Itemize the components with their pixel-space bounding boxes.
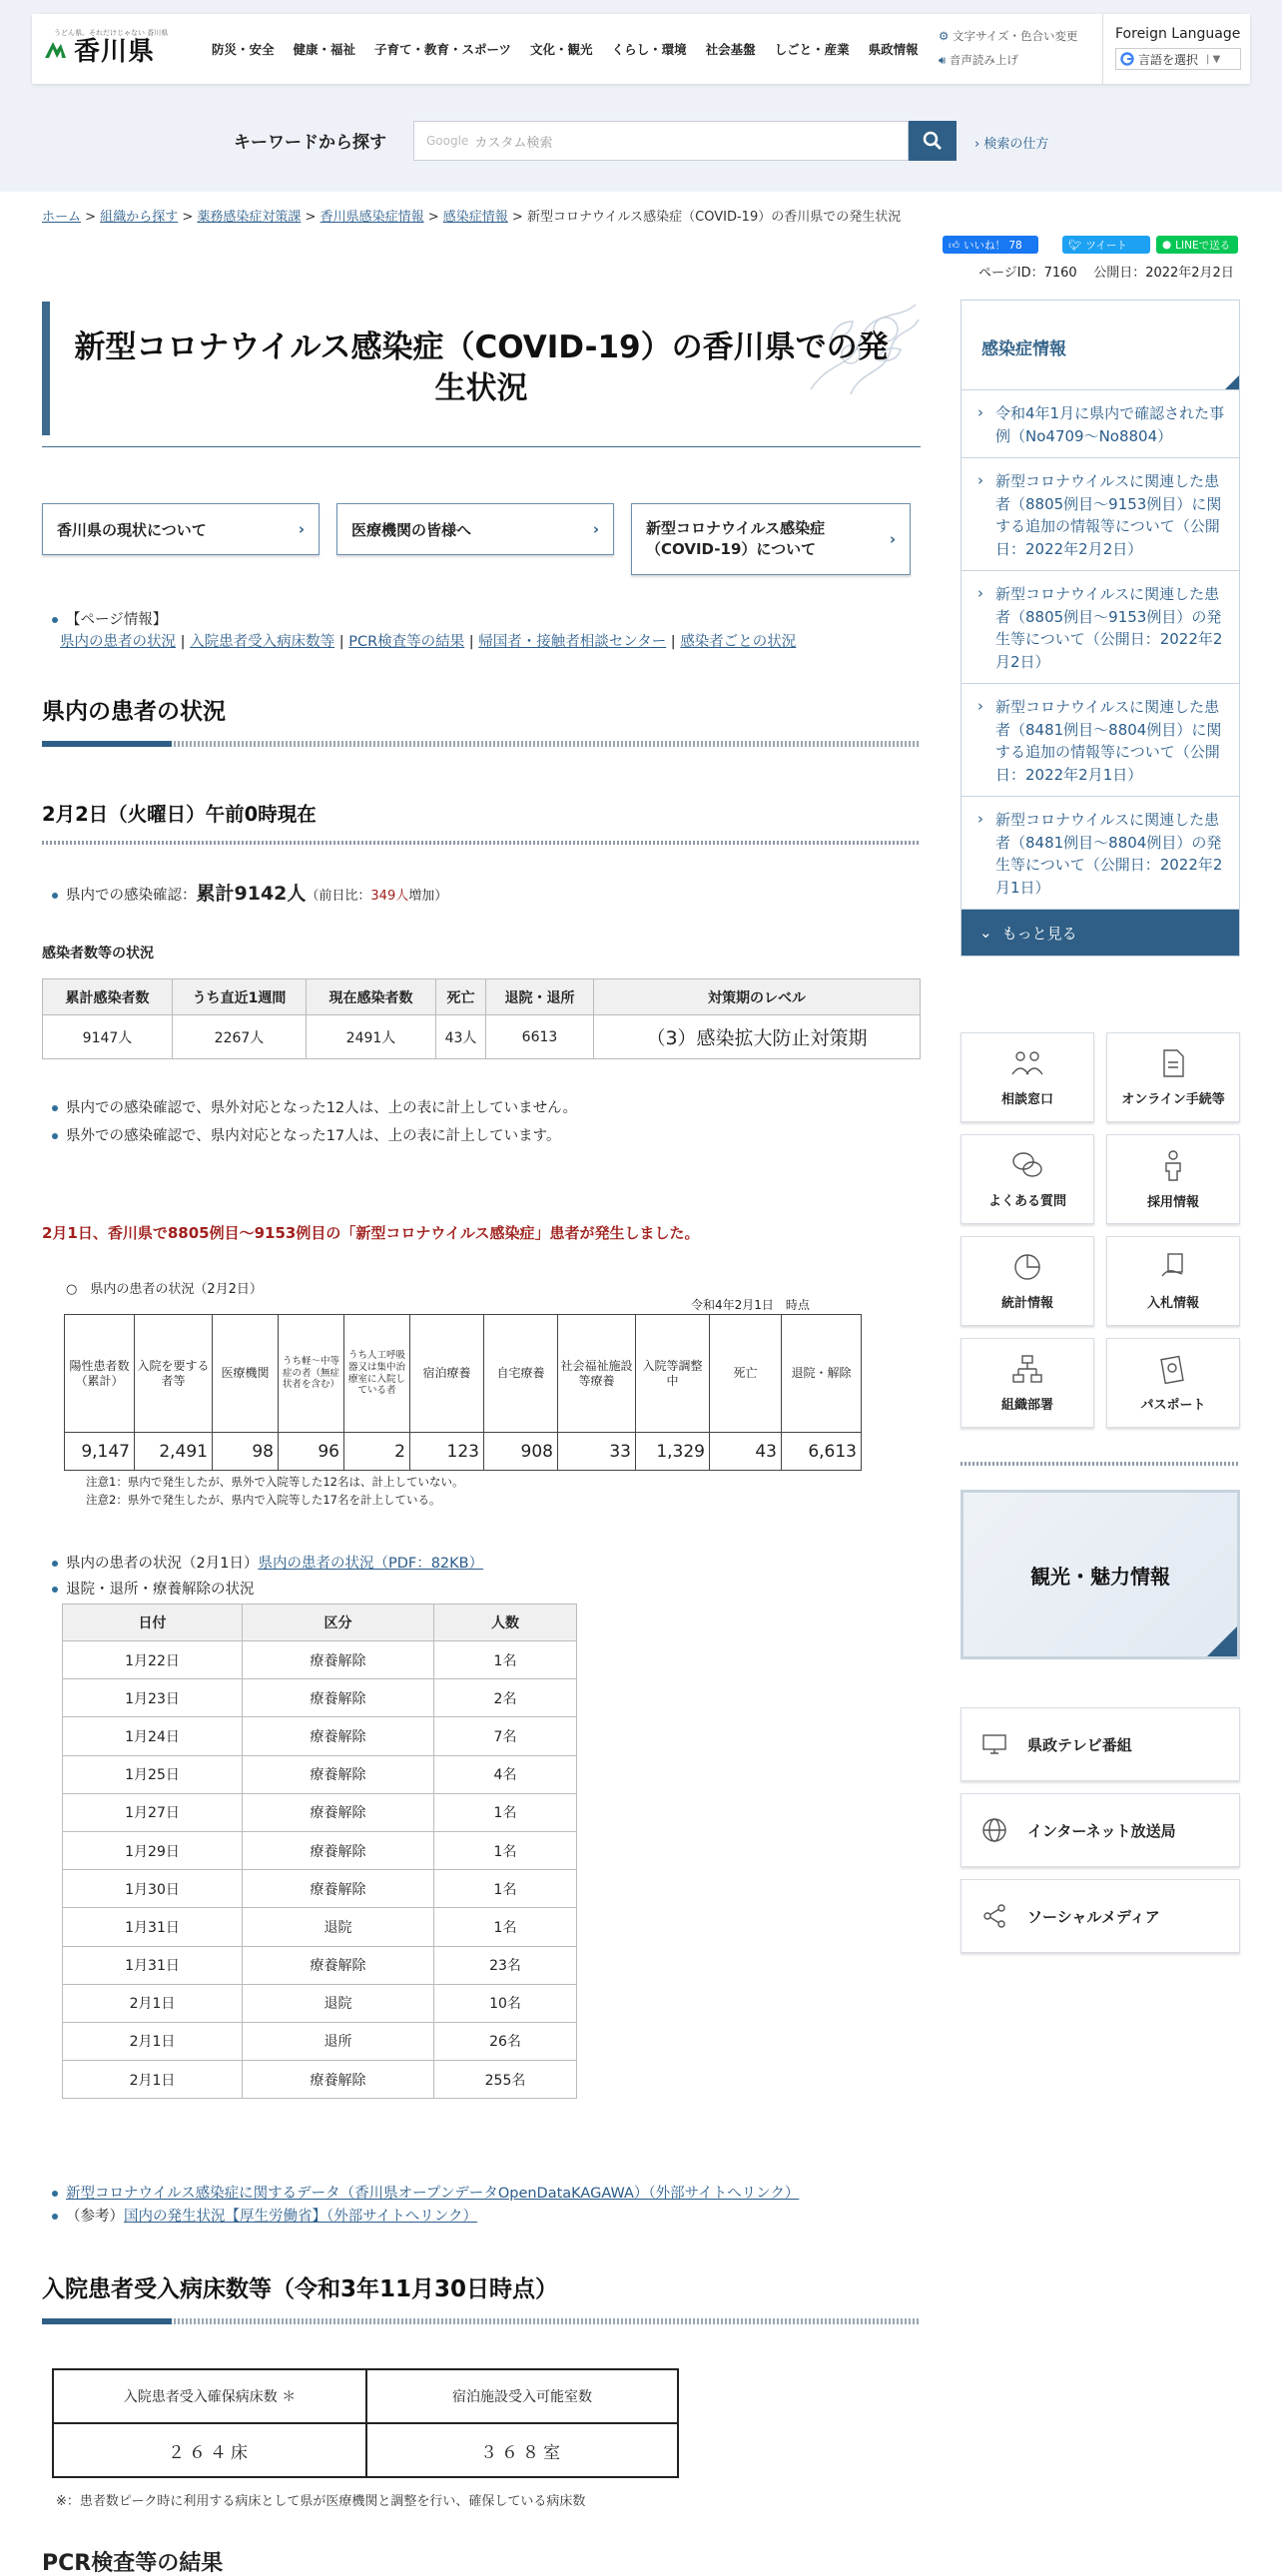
bullet-icon [52,1105,58,1111]
beds-value-hospital: ２６４床 [53,2423,366,2477]
discharge-table [62,1604,577,2099]
card-covid-about[interactable]: 新型コロナウイルス感染症（COVID-19）について › [631,503,911,575]
discharge-date: 2月1日 [63,2022,243,2060]
breadcrumb-current: 新型コロナウイルス感染症（COVID-19）の香川県での発生状況 [526,210,902,225]
it-h-need-admission: 入院を要する者等 [135,1315,213,1433]
discharge-date: 1月22日 [63,1641,243,1679]
nav-item-culture[interactable]: 文化・観光 [530,42,593,57]
speaker-icon: 🔊︎ [939,53,947,67]
bullet-icon [52,2191,58,2197]
font-size-link[interactable]: ⚙ 文字サイズ・色合い変更 [939,29,1078,43]
discharge-category: 退所 [243,2022,434,2060]
page-info-label: 【ページ情報】 [66,612,168,628]
search-help-link[interactable]: › 検索の仕方 [974,137,1049,152]
card-kagawa-status[interactable]: 香川県の現状について › [42,503,320,555]
nav-item-safety[interactable]: 防災・安全 [212,42,275,57]
subheading-divider [42,841,921,845]
discharge-category: 療養解除 [243,1755,434,1793]
language-selector [1102,14,1250,84]
nav-item-health[interactable]: 健康・福祉 [293,42,356,57]
pie-chart-icon [1012,1252,1042,1282]
discharge-category: 療養解除 [243,1793,434,1831]
total-cases: 累計9142人 [196,883,307,905]
it-v-positive: 9,147 [65,1433,135,1471]
td-deaths: 43人 [436,1015,486,1059]
it-h-home: 自宅療養 [484,1315,558,1433]
count-table-heading: 感染者数等の状況 [42,946,154,962]
discharge-date: 1月23日 [63,1679,243,1717]
anchor-per-case[interactable]: 感染者ごとの状況 [680,634,797,651]
it-h-positive: 陽性患者数（累計） [65,1315,135,1433]
bullet-icon [52,1561,58,1567]
note-in-prefecture: 県外での感染確認で、県内対応となった17人は、上の表に計上しています。 [52,1124,561,1145]
tv-icon [981,1733,1007,1755]
consult-people-icon [1010,1048,1044,1078]
beds-value-hotel: ３６８室 [366,2423,678,2477]
new-cases-notice: 2月1日、香川県で8805例目～9153例目の「新型コロナウイルス感染症」患者が発生しました。 [42,1224,700,1242]
discharge-count: 255名 [434,2061,577,2099]
discharge-category: 療養解除 [243,1870,434,1908]
media-social[interactable]: ソーシャルメディア [961,1879,1240,1953]
section-divider [42,2318,921,2324]
search-input[interactable] [413,121,909,161]
page-id: ページID：7160 [978,266,1077,281]
publish-date: 公開日：2022年2月2日 [1093,266,1234,281]
chevron-down-icon: | ▼ [1206,53,1221,65]
discharge-date: 1月25日 [63,1755,243,1793]
breadcrumb-kagawa-info[interactable]: 香川県感染症情報 [320,210,424,225]
anchor-beds[interactable]: 入院患者受入病床数等 [190,634,335,651]
patient-status-image [52,1266,911,1507]
it-h-recovered: 退院・解除 [782,1315,862,1433]
quick-faq[interactable]: よくある質問 [961,1134,1094,1224]
quick-statistics[interactable]: 統計情報 [961,1236,1094,1326]
logo-text: 香川県 [74,36,156,67]
topic-cards [42,503,911,575]
image-status-table [64,1314,862,1471]
discharge-date: 1月24日 [63,1717,243,1755]
tourism-banner[interactable] [961,1490,1240,1659]
quick-organization[interactable]: 組織部署 [961,1338,1094,1428]
document-icon [1159,1048,1187,1078]
it-v-mild: 96 [279,1433,344,1471]
th-total: 累計感染者数 [43,979,173,1015]
th-count: 人数 [434,1605,577,1641]
twitter-bird-icon: 🐦︎ [1068,239,1082,252]
line-share-button[interactable]: ● LINEで送る [1156,236,1238,254]
th-week: うち直近1週間 [173,979,307,1015]
org-chart-icon [1011,1354,1043,1384]
line-icon: ● [1162,239,1172,251]
corner-triangle-icon [1207,1626,1237,1656]
opendata-link[interactable]: 新型コロナウイルス感染症に関するデータ（香川県オープンデータOpenDataKAGAWA）（外部サイトへリンク） [66,2186,800,2202]
beds-header-hospital: 入院患者受入確保病床数 ＊ [53,2369,366,2423]
breadcrumb: ホーム > 組織から探す > 薬務感染症対策課 > 香川県感染症情報 > 感染症情報 > 新型コロナウイルス感染症（COVID-19）の香川県での発生状況 [42,210,902,225]
nav-item-government[interactable]: 県政情報 [868,42,919,57]
th-discharged: 退院・退所 [486,979,594,1015]
section-heading-beds: 入院患者受入病床数等（令和3年11月30日時点） [42,2276,559,2302]
breadcrumb-home[interactable]: ホーム [42,210,82,225]
it-v-recovered: 6,613 [782,1433,862,1471]
twitter-tweet-button[interactable]: 🐦︎ ツイート [1062,236,1150,254]
beds-note: ※：患者数ピーク時に利用する病床として県が医療機関と調整を行い、確保している病床数 [56,2494,586,2509]
chevron-right-icon: › [889,529,896,548]
table-row [63,1641,577,1679]
google-icon [1120,52,1134,66]
it-h-mild: うち軽〜中等症の者（無症状者を含む） [279,1315,344,1433]
it-v-welfare: 33 [558,1433,636,1471]
th-level: 対策期のレベル [594,979,921,1015]
section-divider [42,741,921,747]
bullet-icon [52,617,58,623]
sidebar-item-1[interactable]: › 令和4年1月に県内で確認された事例（No4709～No8804） [962,390,1239,458]
search-button[interactable] [909,121,957,161]
breadcrumb-dept[interactable]: 薬務感染症対策課 [197,210,302,225]
search-placeholder: カスタム検索 [474,135,553,151]
discharge-count: 7名 [434,1717,577,1755]
td-week: 2267人 [173,1015,307,1059]
bullet-icon [52,2214,58,2220]
td-discharged: 6613 [486,1015,594,1059]
daily-diff: 349人 [370,889,409,904]
bullet-icon [52,1587,58,1593]
table-row [63,1717,577,1755]
discharge-category: 療養解除 [243,1679,434,1717]
search-label: キーワードから探す [234,133,386,153]
facebook-like-button[interactable]: 👍︎ いいね！ 78 [943,236,1038,254]
language-title: Foreign Language [1115,26,1241,42]
discharge-date: 1月31日 [63,1946,243,1984]
see-more-button[interactable]: ⌄ もっと見る [962,910,1239,956]
sidebar [961,300,1240,1926]
discharge-category: 療養解除 [243,1946,434,1984]
discharge-category: 退院 [243,1984,434,2022]
it-h-severe: うち人工呼吸器又は集中治療室に入院している者 [344,1315,410,1433]
td-level: （3）感染拡大防止対策期 [594,1015,921,1059]
infection-summary: 県内での感染確認：累計9142人（前日比：349人増加） [52,879,447,906]
discharge-count: 4名 [434,1755,577,1793]
media-internet[interactable]: インターネット放送局 [961,1793,1240,1867]
it-v-deaths: 43 [710,1433,782,1471]
kagawa-emblem-icon [42,36,68,62]
discharge-category: 療養解除 [243,1831,434,1869]
discharge-label: 退院・退所・療養解除の状況 [52,1578,255,1599]
bid-hand-icon [1158,1252,1188,1282]
th-category: 区分 [243,1605,434,1641]
subheading-date: 2月2日（火曜日）午前0時現在 [42,803,317,826]
quick-links-grid [961,1032,1242,1440]
chevron-right-icon: › [592,520,599,538]
table-row [63,1908,577,1946]
sidebar-item-4[interactable]: › 新型コロナウイルスに関連した患者（8481例目～8804例目）に関する追加の情報等について（公開日：2022年2月1日） [962,684,1239,797]
table-row [63,1831,577,1869]
discharge-count: 1名 [434,1908,577,1946]
table-row [63,1679,577,1717]
image-asof: 令和4年2月1日 時点 [691,1298,810,1312]
nav-item-living[interactable]: くらし・環境 [611,42,687,57]
discharge-count: 23名 [434,1946,577,1984]
discharge-count: 10名 [434,1984,577,2022]
page-title-block [42,300,921,447]
utility-links [939,28,1078,76]
th-date: 日付 [63,1605,243,1641]
bullet-icon [52,1133,58,1139]
thumbs-up-icon: 👍︎ [949,239,960,252]
beds-header-hotel: 宿泊施設受入可能室数 [366,2369,678,2423]
discharge-date: 1月27日 [63,1793,243,1831]
breadcrumb-infection-info[interactable]: 感染症情報 [442,210,508,225]
title-accent-bar [42,302,50,435]
sidebar-heading: 感染症情報 [962,301,1239,390]
discharge-count: 1名 [434,1793,577,1831]
mhlw-link[interactable]: 国内の発生状況【厚生労働省】（外部サイトへリンク） [124,2209,477,2226]
it-v-severe: 2 [344,1433,410,1471]
sidebar-item-5[interactable]: › 新型コロナウイルスに関連した患者（8481例目～8804例目）の発生等について（公開日：2022年2月1日） [962,797,1239,910]
th-deaths: 死亡 [436,979,486,1015]
breadcrumb-org[interactable]: 組織から探す [100,210,179,225]
corner-triangle-icon [1225,375,1239,389]
discharge-date: 1月30日 [63,1870,243,1908]
person-icon [1161,1149,1185,1181]
share-icon [981,1903,1007,1929]
quick-consult[interactable]: 相談窓口 [961,1032,1094,1122]
bullet-icon [52,893,58,899]
sidebar-infection-info [961,300,1240,957]
global-nav [212,40,938,58]
card-medical-institutions[interactable]: 医療機関の皆様へ › [336,503,614,555]
language-select[interactable] [1115,48,1241,70]
site-header [32,14,1250,84]
pdf-line: 県内の患者の状況（2月1日）県内の患者の状況（PDF：82KB） [52,1552,483,1573]
it-h-welfare: 社会福祉施設等療養 [558,1315,636,1433]
anchor-pcr[interactable]: PCR検査等の結果 [348,634,465,651]
discharge-count: 1名 [434,1870,577,1908]
it-h-hotel: 宿泊療養 [410,1315,484,1433]
quick-bidding[interactable]: 入札情報 [1106,1236,1240,1326]
discharge-category: 療養解除 [243,1717,434,1755]
table-row [63,1984,577,2022]
discharge-count: 1名 [434,1641,577,1679]
sidebar-item-3[interactable]: › 新型コロナウイルスに関連した患者（8805例目～9153例目）の発生等について（公開日：2022年2月2日） [962,571,1239,684]
quick-passport[interactable]: パスポート [1106,1338,1240,1428]
discharge-date: 1月29日 [63,1831,243,1869]
case-count-table [42,978,921,1059]
passport-icon [1159,1354,1187,1384]
it-v-need-admission: 2,491 [135,1433,213,1471]
table-row [63,2022,577,2060]
chevron-down-icon: ⌄ [979,924,992,942]
it-v-hotel: 123 [410,1433,484,1471]
language-select-label: 言語を選択 [1138,52,1199,67]
image-footnote-1: 注意1：県内で発生したが、県外で入院等した12名は、計上していない。 [86,1475,464,1489]
image-footnote-2: 注意2：県外で発生したが、県内で入院等した17名を計上している。 [86,1493,441,1507]
nav-item-industry[interactable]: しごと・産業 [774,42,850,57]
discharge-date: 1月31日 [63,1908,243,1946]
it-v-adjusting: 1,329 [636,1433,710,1471]
section-heading-patients: 県内の患者の状況 [42,699,226,725]
sidebar-divider [961,1462,1240,1466]
media-tv[interactable]: 県政テレビ番組 [961,1707,1240,1781]
globe-icon [981,1817,1007,1843]
table-row [63,1793,577,1831]
logo-tagline: うどん県。それだけじゃない 香川県 [54,29,169,37]
sidebar-item-2[interactable]: › 新型コロナウイルスに関連した患者（8805例目～9153例目）に関する追加の情報等について（公開日：2022年2月2日） [962,458,1239,571]
discharge-category: 療養解除 [243,1641,434,1679]
discharge-category: 退院 [243,1908,434,1946]
anchor-consult-center[interactable]: 帰国者・接触者相談センター [478,634,667,651]
speech-link[interactable]: 🔊︎ 音声読み上げ [939,53,1018,67]
td-current: 2491人 [307,1015,436,1059]
it-h-deaths: 死亡 [710,1315,782,1433]
beds-table [52,2368,679,2478]
related-links: 新型コロナウイルス感染症に関するデータ（香川県オープンデータOpenDataKAGAWA）（外部サイトへリンク） （参考）国内の発生状況【厚生労働省】（外部サイトへリンク） [52,2183,799,2230]
page-meta [978,262,1234,281]
it-v-home: 908 [484,1433,558,1471]
discharge-count: 26名 [434,2022,577,2060]
search-icon [923,131,943,151]
chevron-right-icon: › [298,520,305,538]
table-row [63,1755,577,1793]
table-row [63,2061,577,2099]
image-caption: ○ 県内の患者の状況（2月2日） [66,1282,263,1297]
discharge-count: 1名 [434,1831,577,1869]
discharge-category: 療養解除 [243,2061,434,2099]
nav-item-education[interactable]: 子育て・教育・スポーツ [374,42,512,57]
tourism-banner-label: 観光・魅力情報 [1030,1564,1170,1589]
discharge-date: 2月1日 [63,2061,243,2099]
discharge-count: 2名 [434,1679,577,1717]
note-out-of-prefecture: 県内での感染確認で、県外対応となった12人は、上の表に計上していません。 [52,1096,577,1117]
speech-bubbles-icon [1010,1150,1044,1180]
th-current: 現在感染者数 [307,979,436,1015]
discharge-date: 2月1日 [63,1984,243,2022]
page-info: 【ページ情報】 県内の患者の状況 | 入院患者受入病床数等 | PCR検査等の結果 | 帰国者・接触者相談センター | 感染者ごとの状況 [52,609,796,654]
quick-recruit[interactable]: 採用情報 [1106,1134,1240,1224]
it-h-hospital: 医療機関 [213,1315,279,1433]
it-v-hospital: 98 [213,1433,279,1471]
nav-item-infrastructure[interactable]: 社会基盤 [705,42,756,57]
anchor-patients[interactable]: 県内の患者の状況 [60,634,176,651]
table-row [63,1946,577,1984]
page-title: 新型コロナウイルス感染症（COVID-19）の香川県での発生状況 [74,329,889,406]
table-row [63,1870,577,1908]
it-h-adjusting: 入院等調整中 [636,1315,710,1433]
search-google-label: Google [426,134,469,148]
site-logo[interactable] [42,14,202,84]
discharge-table-body [63,1641,577,2099]
section-heading-pcr: PCR検査等の結果 [42,2551,224,2576]
quick-online[interactable]: オンライン手続等 [1106,1032,1240,1122]
td-total: 9147人 [43,1015,173,1059]
pdf-link[interactable]: 県内の患者の状況（PDF：82KB） [258,1556,484,1572]
gear-icon: ⚙ [939,29,950,43]
